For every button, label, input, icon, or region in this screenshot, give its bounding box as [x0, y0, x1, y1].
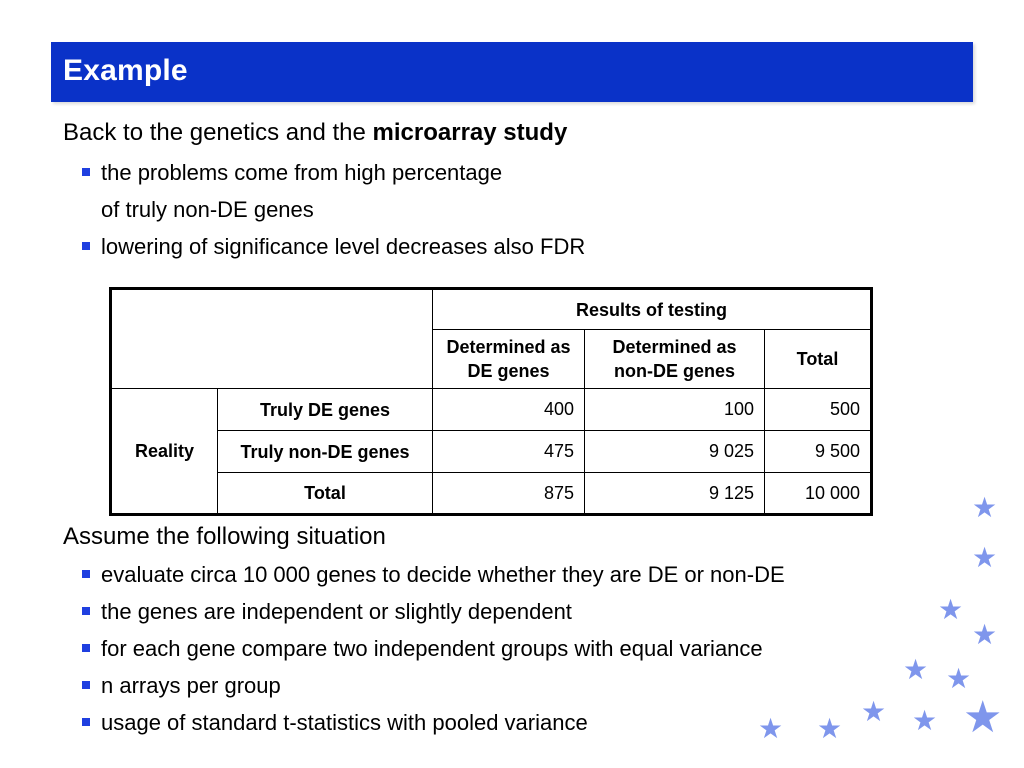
intro-bold: microarray study [372, 119, 568, 146]
intro-prefix: Back to the genetics and the [63, 119, 373, 146]
cell-value: 875 [433, 473, 585, 515]
table-corner-cell [111, 289, 433, 389]
table-row [111, 389, 872, 431]
bullet-square-icon [82, 681, 90, 689]
bullet-text-4: the genes are independent or slightly dependent [101, 599, 572, 624]
star-icon: ★ [972, 492, 998, 523]
row-label: Truly DE genes [218, 389, 433, 431]
cell-value: 475 [433, 431, 585, 473]
bullet-text-3: evaluate circa 10 000 genes to decide whether they are DE or non-DE [101, 562, 785, 587]
star-icon: ★ [963, 693, 1003, 742]
bullet-square-icon [82, 242, 90, 250]
bullet-text-6: n arrays per group [101, 673, 281, 698]
results-header: Results of testing [433, 289, 872, 330]
assume-line: Assume the following situation [63, 523, 386, 550]
table-row [111, 431, 872, 473]
bullet-text-5: for each gene compare two independent groups with equal variance [101, 636, 763, 661]
star-icon: ★ [861, 696, 887, 727]
col-header-non-de: Determined as non-DE genes [585, 330, 765, 389]
bullet-square-icon [82, 570, 90, 578]
reality-label: Reality [111, 389, 218, 515]
title-bar [51, 42, 973, 102]
bullet-square-icon [82, 644, 90, 652]
cell-value: 9 025 [585, 431, 765, 473]
bullet-square-icon [82, 718, 90, 726]
star-icon: ★ [903, 654, 929, 685]
cell-value: 10 000 [765, 473, 872, 515]
cell-value: 9 500 [765, 431, 872, 473]
bullet-text-2: lowering of significance level decreases also FDR [101, 234, 586, 259]
star-icon: ★ [938, 594, 964, 625]
cell-value: 400 [433, 389, 585, 431]
star-icon: ★ [972, 542, 998, 573]
star-icon: ★ [817, 713, 843, 744]
table-row [111, 473, 872, 515]
cell-value: 100 [585, 389, 765, 431]
col-header-total: Total [765, 330, 872, 389]
bullet-text-7: usage of standard t-statistics with pooled variance [101, 710, 588, 735]
bullet-text-1-cont: of truly non-DE genes [101, 197, 314, 222]
bullet-square-icon [82, 168, 90, 176]
slide-title: Example [63, 54, 188, 87]
star-icon: ★ [946, 663, 972, 694]
intro-line [63, 119, 567, 147]
cell-value: 500 [765, 389, 872, 431]
cell-value: 9 125 [585, 473, 765, 515]
row-label: Truly non-DE genes [218, 431, 433, 473]
star-icon: ★ [758, 713, 784, 744]
results-table [109, 287, 873, 516]
row-label: Total [218, 473, 433, 515]
star-icon: ★ [972, 619, 998, 650]
col-header-de: Determined as DE genes [433, 330, 585, 389]
bullet-text-1: the problems come from high percentage [101, 160, 503, 185]
star-icon: ★ [912, 705, 938, 736]
bullet-square-icon [82, 607, 90, 615]
